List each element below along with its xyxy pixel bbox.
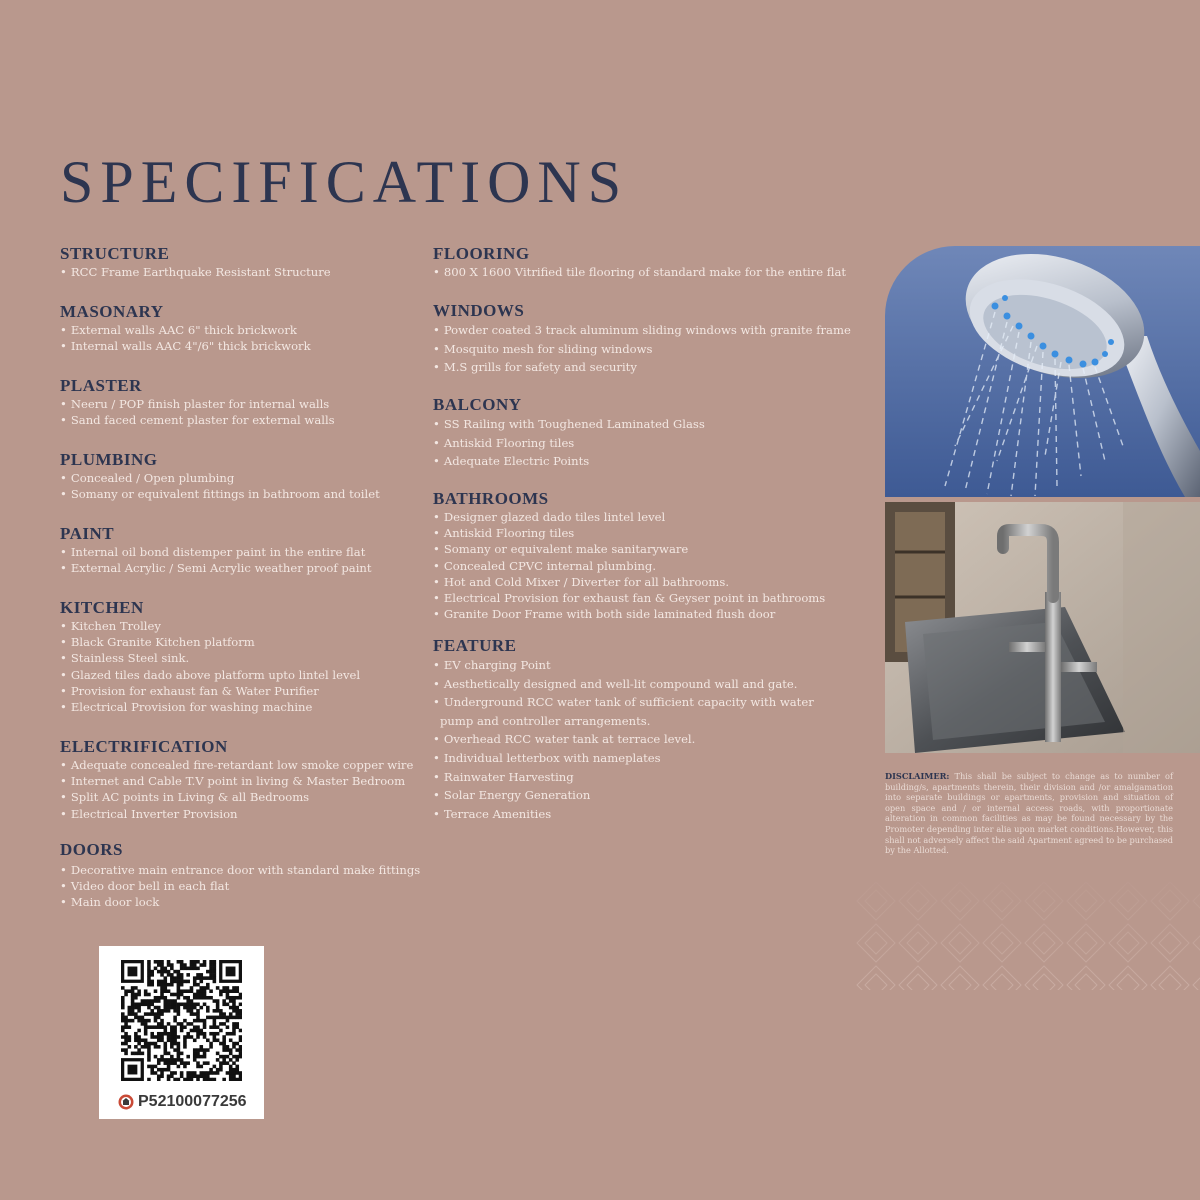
spec-item: • Internal oil bond distemper paint in the entire flat [60,545,366,559]
spec-item: • 800 X 1600 Vitrified tile flooring of standard make for the entire flat [433,265,847,279]
disclaimer-text: This shall be subject to change as to number of building/s, apartments therein, their division and /or amalgamation into separate buildings or apartments, provision and situation of open space and / or internal access roads, with proportionate alteration in common facilities as may be found necessary by the Promoter depending inter alia upon market conditions.However, this shall not adversely affect the said Apartment agreed to be purchased by the Allotted. [885,771,1173,856]
spec-item: • Adequate concealed fire-retardant low smoke copper wire [60,758,414,772]
spec-item: • Adequate Electric Points [433,454,590,469]
section-flooring [433,244,846,280]
spec-item: • EV charging Point [433,658,551,672]
spec-item: • Glazed tiles dado above platform upto lintel level [60,667,361,682]
decorative-pattern [855,880,1200,990]
spec-item: • Aesthetically designed and well-lit compound wall and gate. [433,676,798,691]
rera-qr-card [99,946,264,1119]
spec-item: • Decorative main entrance door with standard make fittings [60,863,421,877]
section-heading: PLASTER [60,376,142,395]
kitchen-sink-illustration [885,502,1200,753]
qr-code[interactable] [121,960,242,1081]
section-heading: PAINT [60,524,115,543]
spec-item: • Underground RCC water tank of sufficient capacity with water [433,695,814,710]
section-heading: FLOORING [433,244,530,263]
section-structure [60,244,331,280]
spec-item: • Overhead RCC water tank at terrace level. [433,732,696,747]
shower-illustration [885,246,1200,497]
section-heading: ELECTRIFICATION [60,737,228,756]
spec-item: • Granite Door Frame with both side laminated flush door [433,607,776,622]
spec-item: • Split AC points in Living & all Bedrooms [60,790,310,805]
spec-item: • Antiskid Flooring tiles [433,526,575,541]
spec-item: • Concealed CPVC internal plumbing. [433,558,657,573]
spec-item: • Somany or equivalent make sanitaryware [433,542,689,557]
spec-item: • Kitchen Trolley [60,619,161,633]
section-heading: WINDOWS [433,301,525,320]
spec-item: • SS Railing with Toughened Laminated Glass [433,417,705,431]
section-paint [60,524,372,576]
spec-item: • Electrical Provision for washing machine [60,700,313,715]
spec-item: • Main door lock [60,895,160,910]
spec-item: • Solar Energy Generation [433,788,591,803]
spec-item: • Somany or equivalent fittings in bathroom and toilet [60,487,380,502]
section-feature [433,636,814,823]
disclaimer [885,771,1173,856]
spec-item: • Black Granite Kitchen platform [60,635,255,650]
spec-item: • Concealed / Open plumbing [60,471,235,485]
spec-item: • Sand faced cement plaster for external walls [60,413,335,428]
spec-item: • RCC Frame Earthquake Resistant Structure [60,265,331,279]
kitchen-sink-photo [885,502,1200,753]
shower-photo [885,246,1200,497]
section-plumbing [60,450,380,502]
spec-item: • Stainless Steel sink. [60,651,190,666]
section-windows [433,301,851,377]
section-heading: STRUCTURE [60,244,170,263]
rera-number: P52100077256 [138,1093,247,1110]
spec-item-continuation: pump and controller arrangements. [440,713,651,728]
spec-item: • Powder coated 3 track aluminum sliding windows with granite frame [433,323,851,337]
spec-item: • Electrical Provision for exhaust fan & Geyser point in bathrooms [433,591,826,606]
spec-item: • Terrace Amenities [433,806,552,821]
section-bathrooms [433,489,825,622]
section-heading: KITCHEN [60,598,144,617]
section-heading: BATHROOMS [433,489,549,508]
spec-item: • Internet and Cable T.V point in living & Master Bedroom [60,774,406,789]
spec-item: • Rainwater Harvesting [433,769,574,784]
section-heading: MASONARY [60,302,164,321]
section-balcony [433,395,705,471]
spec-item: • Video door bell in each flat [60,879,230,894]
spec-item: • External Acrylic / Semi Acrylic weather proof paint [60,561,372,576]
disclaimer-label: DISCLAIMER: [885,771,950,781]
spec-item: • External walls AAC 6" thick brickwork [60,323,297,337]
section-doors [60,840,420,911]
spec-item: • M.S grills for safety and security [433,360,637,375]
spec-item: • Antiskid Flooring tiles [433,435,575,450]
spec-item: • Electrical Inverter Provision [60,806,238,821]
spec-item: • Mosquito mesh for sliding windows [433,341,653,356]
spec-item: • Individual letterbox with nameplates [433,750,661,765]
spec-item: • Designer glazed dado tiles lintel level [433,510,666,524]
page-title: SPECIFICATIONS [60,149,629,215]
spec-item: • Hot and Cold Mixer / Diverter for all bathrooms. [433,574,730,589]
section-heading: DOORS [60,840,123,859]
spec-item: • Neeru / POP finish plaster for internal walls [60,397,330,411]
rera-row [118,1091,247,1113]
section-kitchen [60,598,360,715]
section-heading: BALCONY [433,395,522,414]
section-masonary [60,302,311,354]
section-heading: PLUMBING [60,450,158,469]
spec-item: • Internal walls AAC 4"/6" thick brickwork [60,339,311,354]
spec-item: • Provision for exhaust fan & Water Purifier [60,683,319,698]
rera-logo-icon [118,1094,134,1110]
section-heading: FEATURE [433,636,517,655]
section-plaster [60,376,335,428]
section-electrification [60,737,413,822]
